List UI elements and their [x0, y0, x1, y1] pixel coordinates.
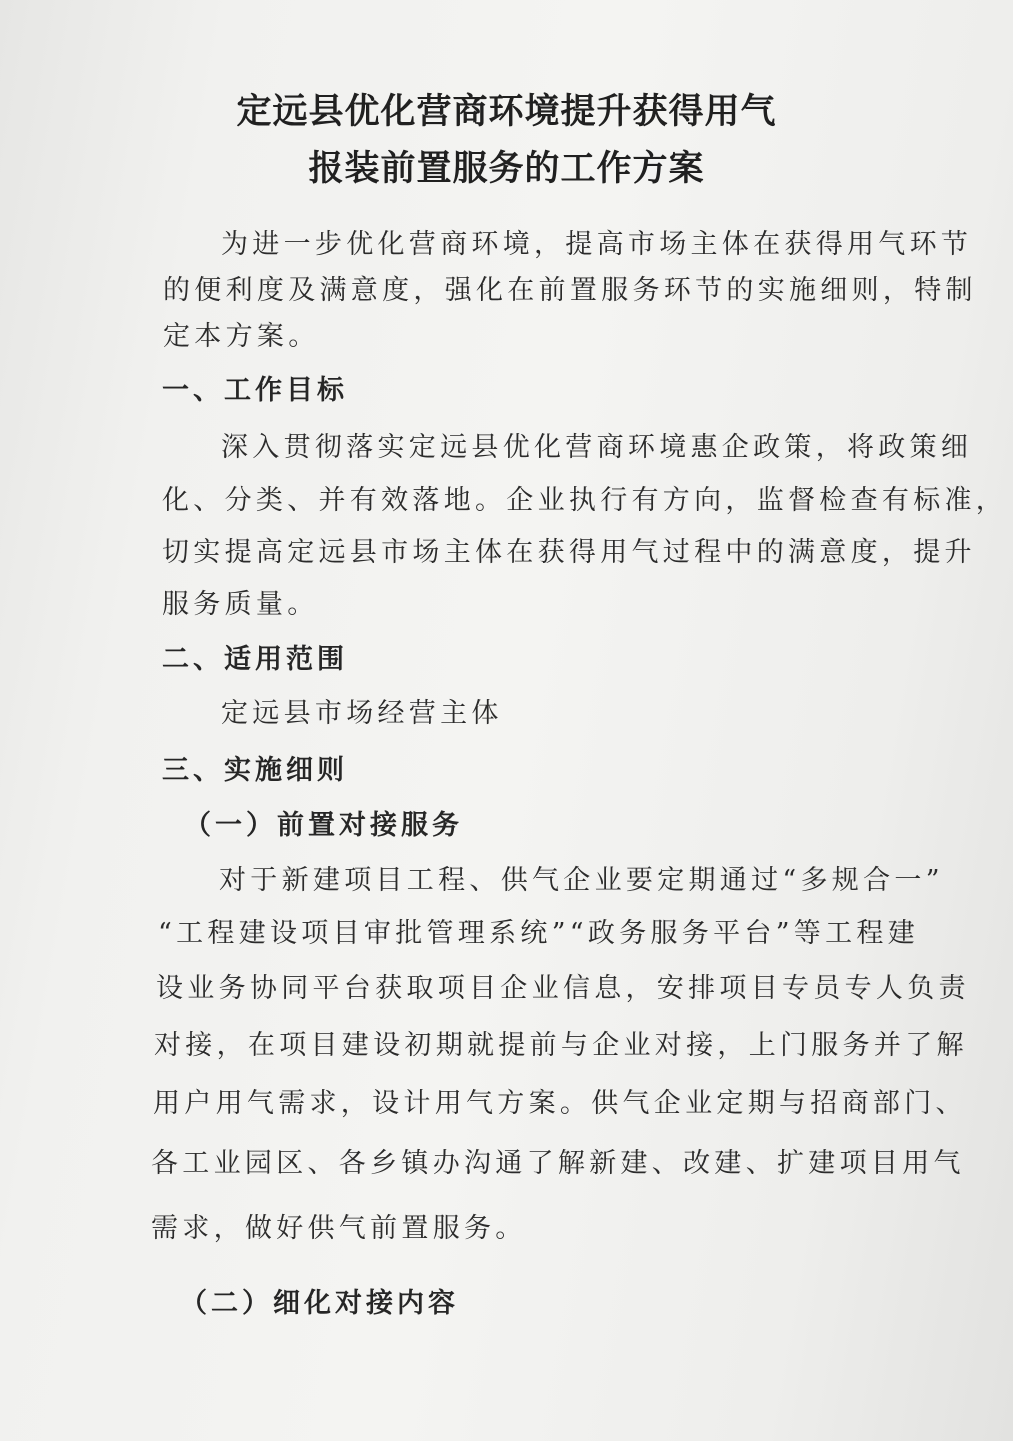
intro-line-1: 为进一步优化营商环境，提高市场主体在获得用气环节 — [221, 229, 973, 260]
section-3-sub-1-line-3: 设业务协同平台获取项目企业信息，安排项目专员专人负责 — [156, 973, 970, 1004]
intro-line-3: 定本方案。 — [163, 321, 320, 352]
section-3-sub-1-line-2: “工程建设项目审批管理系统”“政务服务平台”等工程建 — [158, 918, 920, 949]
document-title-line-2: 报装前置服务的工作方案 — [308, 149, 705, 189]
section-3-sub-2-heading: （二）细化对接内容 — [180, 1288, 459, 1319]
section-1-line-4: 服务质量。 — [162, 589, 319, 620]
section-3-sub-1-line-1: 对于新建项目工程、供气企业要定期通过“多规合一” — [219, 865, 944, 896]
section-2-heading: 二、适用范围 — [162, 644, 348, 675]
section-2-line-1: 定远县市场经营主体 — [221, 698, 503, 729]
intro-line-2: 的便利度及满意度，强化在前置服务环节的实施细则，特制 — [163, 275, 977, 306]
section-3-sub-1-heading: （一）前置对接服务 — [184, 810, 463, 841]
section-1-heading: 一、工作目标 — [162, 375, 348, 406]
section-1-line-2: 化、分类、并有效落地。企业执行有方向，监督检查有标准， — [162, 485, 1008, 516]
section-3-sub-1-line-5: 用户用气需求，设计用气方案。供气企业定期与招商部门、 — [153, 1088, 967, 1119]
section-3-sub-1-line-4: 对接，在项目建设初期就提前与企业对接，上门服务并了解 — [154, 1030, 968, 1061]
section-1-line-1: 深入贯彻落实定远县优化营商环境惠企政策，将政策细 — [221, 432, 973, 463]
section-3-heading: 三、实施细则 — [162, 755, 348, 786]
section-1-line-3: 切实提高定远县市场主体在获得用气过程中的满意度，提升 — [162, 537, 976, 568]
document-title-line-1: 定远县优化营商环境提升获得用气 — [236, 92, 777, 132]
section-3-sub-1-line-7: 需求，做好供气前置服务。 — [151, 1213, 527, 1244]
section-3-sub-1-line-6: 各工业园区、各乡镇办沟通了解新建、改建、扩建项目用气 — [151, 1148, 965, 1179]
